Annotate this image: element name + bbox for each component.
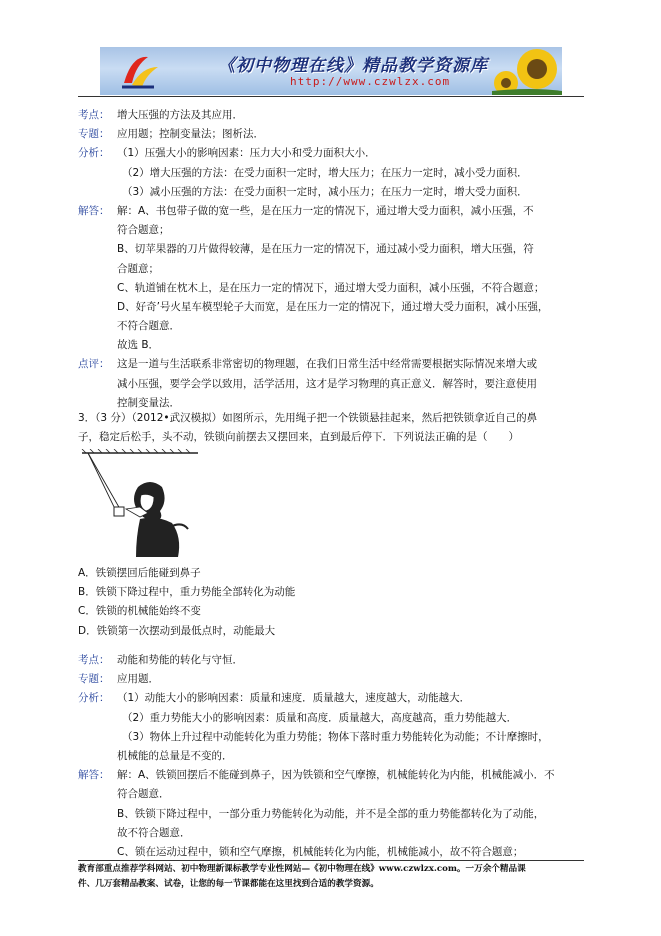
q2-fenxi-tag: 分析： bbox=[78, 147, 110, 160]
page-footer bbox=[78, 862, 588, 892]
footer-rule bbox=[78, 860, 584, 861]
q2-dianping-line: 这是一道与生活联系非常密切的物理题，在我们日常生活中经常需要根据实际情况来增大或 bbox=[117, 358, 537, 371]
q3-option-c: C．铁锁的机械能始终不变 bbox=[78, 605, 201, 618]
q2-jieda-line: C、轨道铺在枕木上，是在压力一定的情况下，通过增大受力面积，减小压强，不符合题意； bbox=[117, 281, 545, 294]
q3-analysis bbox=[78, 651, 588, 862]
q2-jieda-line: 合题意； bbox=[117, 262, 159, 275]
q3-zhuanti-text: 应用题． bbox=[117, 673, 159, 686]
q3-jieda-line: 解：A、铁锁回摆后不能碰到鼻子，因为铁锁和空气摩擦，机械能转化为内能，机械能减小．不 bbox=[117, 769, 555, 782]
footer-line: 教育部重点推荐学科网站、初中物理新课标教学专业性网站—《初中物理在线》www.czwlzx.com。一万余个精品课 bbox=[78, 864, 526, 874]
pendulum-string bbox=[88, 453, 120, 509]
q2-jieda-line: 符合题意； bbox=[117, 224, 170, 237]
q3-jieda-line: 故不符合题意． bbox=[117, 826, 191, 839]
header-banner bbox=[100, 47, 562, 95]
q3-stem bbox=[78, 409, 588, 447]
q2-dianping-tag: 点评： bbox=[78, 358, 110, 371]
banner-url: http://www.czwlzx.com bbox=[290, 75, 451, 88]
q3-fenxi-line: （3）物体上升过程中动能转化为重力势能；物体下落时重力势能转化为动能；不计摩擦时， bbox=[122, 730, 549, 743]
q3-fenxi-tag: 分析： bbox=[78, 692, 110, 705]
q3-jieda-line: 符合题意． bbox=[117, 788, 170, 801]
header-rule bbox=[78, 96, 584, 97]
q2-zhuanti-text: 应用题；控制变量法；图析法． bbox=[117, 128, 264, 141]
q2-kaodian-text: 增大压强的方法及其应用． bbox=[117, 109, 243, 121]
sunflower-icon bbox=[492, 47, 562, 95]
footer-line: 件、几万套精品教案、试卷，让您的每一节课都能在这里找到合适的教学资源。 bbox=[78, 879, 379, 889]
q2-jieda-line: 解：A、书包带子做的宽一些，是在压力一定的情况下，通过增大受力面积，减小压强，不 bbox=[117, 204, 534, 217]
q3-fenxi-line: （1）动能大小的影响因素：质量和速度．质量越大，速度越大，动能越大． bbox=[117, 692, 471, 705]
pendulum-string bbox=[88, 453, 116, 511]
q3-option-a: A．铁锁摆回后能碰到鼻子 bbox=[78, 567, 201, 579]
q2-kaodian-tag: 考点： bbox=[78, 109, 110, 121]
q3-stem-line: 子，稳定后松手，头不动，铁锁向前摆去又摆回来，直到最后停下．下列说法正确的是（ ） bbox=[78, 431, 519, 444]
q2-jieda-line: 故选 B． bbox=[117, 339, 160, 352]
q2-jieda-line: B、切苹果器的刀片做得较薄，是在压力一定的情况下，通过减小受力面积，增大压强，符 bbox=[117, 243, 534, 256]
iron-lock bbox=[114, 507, 124, 516]
q2-zhuanti-tag: 专题： bbox=[78, 128, 110, 141]
q2-analysis bbox=[78, 106, 588, 413]
q3-fenxi-line: （2）重力势能大小的影响因素：质量和高度．质量越大，高度越高，重力势能越大． bbox=[122, 711, 518, 724]
q3-fenxi-line: 机械能的总量是不变的． bbox=[117, 749, 233, 762]
q2-fenxi-line: （2）增大压强的方法：在受力面积一定时，增大压力；在压力一定时，减小受力面积． bbox=[122, 166, 528, 179]
ceiling-support bbox=[82, 449, 198, 453]
q3-jieda-tag: 解答： bbox=[78, 769, 110, 782]
q3-kaodian-text: 动能和势能的转化与守恒． bbox=[117, 654, 243, 666]
q3-zhuanti-tag: 专题： bbox=[78, 673, 110, 686]
q2-fenxi-line: （1）压强大小的影响因素：压力大小和受力面积大小． bbox=[117, 147, 376, 160]
pendulum-figure bbox=[78, 449, 200, 561]
q3-stem-line: 3．（3 分）（2012•武汉模拟）如图所示，先用绳子把一个铁锁悬挂起来，然后把铁锁拿近自己的鼻 bbox=[78, 412, 538, 424]
q3-kaodian-tag: 考点： bbox=[78, 654, 110, 666]
q2-jieda-line: D、好奇’号火星车模型轮子大而宽，是在压力一定的情况下，通过增大受力面积，减小压强， bbox=[117, 300, 549, 313]
q2-jieda-tag: 解答： bbox=[78, 204, 110, 217]
q2-dianping-line: 减小压强，要学会学以致用，活学活用，这才是学习物理的真正意义．解答时，要注意使用 bbox=[117, 377, 537, 390]
q2-fenxi-line: （3）减小压强的方法：在受力面积一定时，减小压力；在压力一定时，增大受力面积． bbox=[122, 185, 528, 198]
q2-dianping-line: 控制变量法． bbox=[117, 396, 180, 409]
girl-figure bbox=[126, 482, 188, 557]
q3-option-d: D．铁锁第一次摆动到最低点时，动能最大 bbox=[78, 624, 276, 637]
logo-icon bbox=[118, 53, 162, 91]
q3-jieda-line: C、锁在运动过程中，锁和空气摩擦，机械能转化为内能，机械能减小，故不符合题意； bbox=[117, 845, 524, 858]
q3-options bbox=[78, 564, 588, 641]
q2-jieda-line: 不符合题意． bbox=[117, 320, 180, 333]
q3-option-b: B．铁锁下降过程中，重力势能全部转化为动能 bbox=[78, 586, 296, 599]
banner-title: 《初中物理在线》精品教学资源库 bbox=[218, 56, 488, 76]
q3-jieda-line: B、铁锁下降过程中，一部分重力势能转化为动能，并不是全部的重力势能都转化为了动能， bbox=[117, 807, 545, 820]
